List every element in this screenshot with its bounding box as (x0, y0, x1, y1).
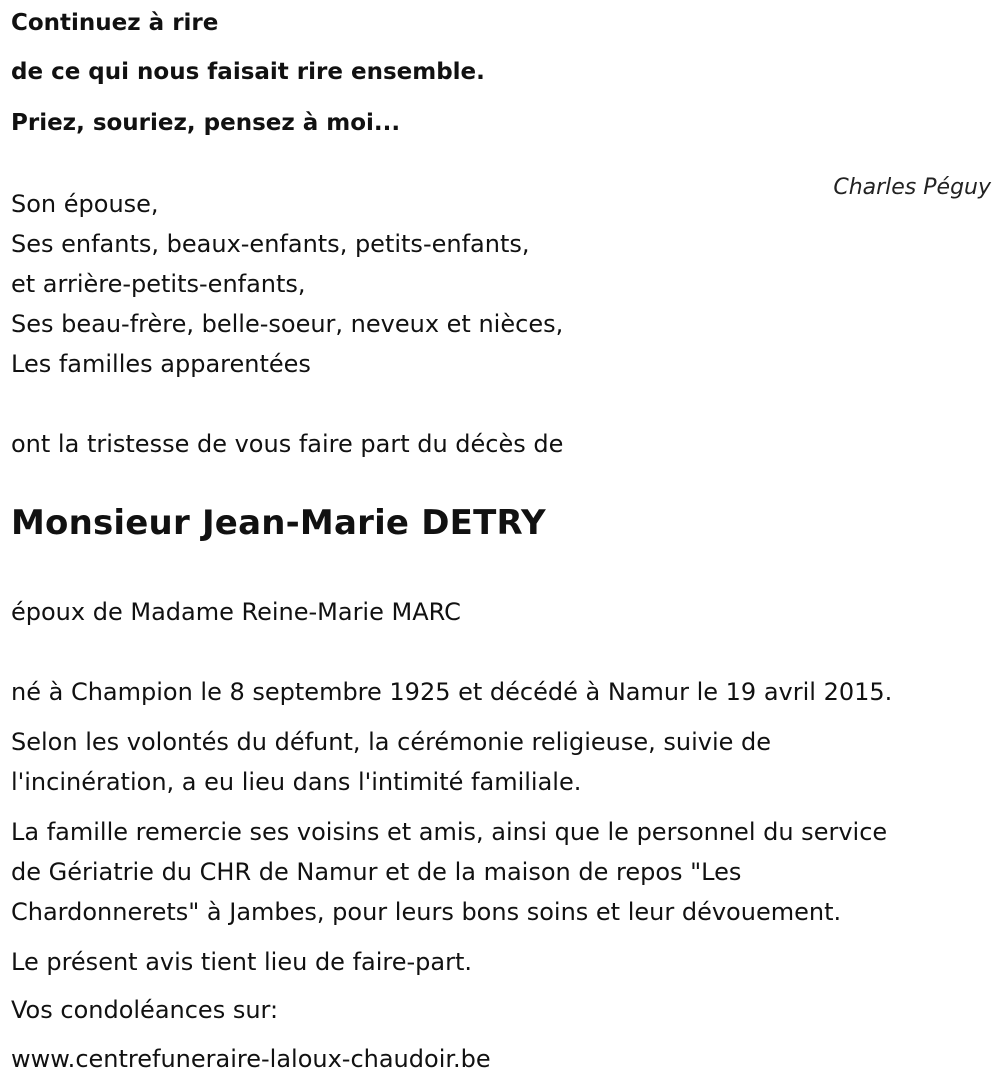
quote-line-1: Continuez à rire (11, 10, 219, 36)
ceremony-line-1: Selon les volontés du défunt, la cérémonie religieuse, suivie de (11, 728, 772, 756)
deceased-name: Monsieur Jean-Marie DETRY (11, 503, 546, 543)
thanks-line-2: de Gériatrie du CHR de Namur et de la maison de repos "Les (11, 858, 742, 886)
family-line-4: Ses beau-frère, belle-soeur, neveux et nièces, (11, 310, 564, 338)
announcement: ont la tristesse de vous faire part du décès de (11, 430, 564, 458)
thanks-line-3: Chardonnerets" à Jambes, pour leurs bons soins et leur dévouement. (11, 898, 842, 926)
quote-line-3: Priez, souriez, pensez à moi... (11, 110, 401, 136)
condolences-label: Vos condoléances sur: (11, 996, 279, 1024)
quote-line-2: de ce qui nous faisait rire ensemble. (11, 59, 485, 85)
thanks-line-1: La famille remercie ses voisins et amis, ainsi que le personnel du service (11, 818, 888, 846)
notice-line: Le présent avis tient lieu de faire-part. (11, 948, 473, 976)
ceremony-line-2: l'incinération, a eu lieu dans l'intimité familiale. (11, 768, 582, 796)
quote-author: Charles Péguy (833, 175, 991, 200)
birth-death-line: né à Champion le 8 septembre 1925 et décédé à Namur le 19 avril 2015. (11, 678, 893, 706)
spouse-line: époux de Madame Reine-Marie MARC (11, 598, 461, 626)
family-line-2: Ses enfants, beaux-enfants, petits-enfants, (11, 230, 530, 258)
condolences-website: www.centrefuneraire-laloux-chaudoir.be (11, 1045, 491, 1073)
family-line-1: Son épouse, (11, 190, 159, 218)
family-line-3: et arrière-petits-enfants, (11, 270, 306, 298)
family-line-5: Les familles apparentées (11, 350, 311, 378)
